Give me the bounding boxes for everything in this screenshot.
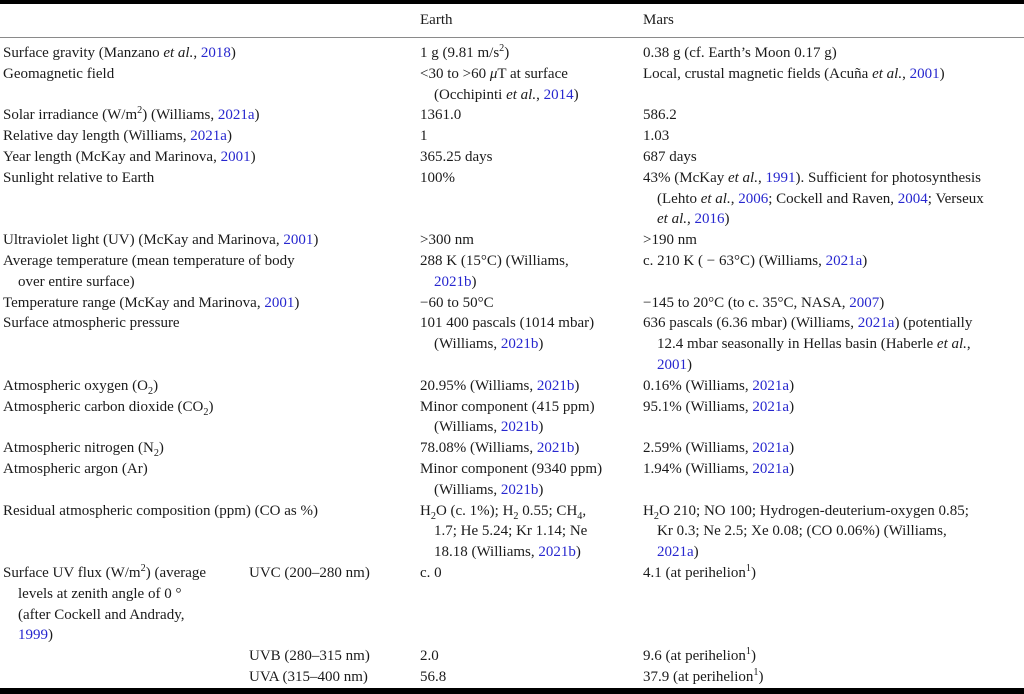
mars-value-cell: 586.2 [643, 107, 677, 124]
table-row [0, 438, 1024, 459]
parameter-cell: Surface gravity (Manzano et al., 2018) [3, 45, 236, 61]
citation-link[interactable]: 2001 [220, 148, 251, 165]
header-subparameter [245, 2, 417, 38]
earth-value-cell: 1361.0 [420, 107, 462, 124]
citation-link[interactable]: 2016 [694, 211, 725, 228]
mars-value-cell: >190 nm [643, 232, 697, 249]
mars-value-cell: 43% (McKay et al., 1991). Sufficient for photosynthesis (Lehto et al., 2006; Cockell and Raven, 2004; Verseux et al., 2016) [643, 169, 984, 228]
earth-value-cell: 1 g (9.81 $m/s^2$) [420, 43, 510, 61]
earth-value-cell: 101 400 pascals (1014 mbar) (Williams, 2021b) [420, 315, 595, 353]
parameter-cell: Average temperature (mean temperature of body over entire surface) [3, 252, 295, 290]
table-row [0, 147, 1024, 168]
table-row [0, 313, 1024, 375]
table-row [0, 397, 1024, 439]
earth-value-cell: 288 K (15°C) (Williams, 2021b) [420, 252, 569, 290]
parameter-cell: Solar irradiance $(W/m^2)$ (Williams, 2021a) [3, 105, 260, 124]
mars-value-cell: 0.38 g (cf. Earth’s Moon 0.17 g) [643, 45, 837, 61]
citation-link[interactable]: 2007 [849, 294, 880, 311]
table-row [0, 230, 1024, 251]
subparameter-cell: UVC (200–280 nm) [249, 564, 370, 581]
parameter-cell [0, 667, 245, 691]
earth-value-cell: 20.95% (Williams, 2021b) [420, 377, 580, 394]
parameter-cell: Ultraviolet light (UV) (McKay and Marinova, 2001) [3, 232, 319, 249]
earth-value-cell: >300 nm [420, 232, 474, 249]
mars-value-cell: $H_2O$ 210; NO 100; Hydrogen-deuterium-oxygen 0.85; Kr 0.3; Ne 2.5; Xe 0.08; (CO 0.06%) (Williams, 2021a) [643, 502, 969, 561]
parameter-cell: Residual atmospheric composition (ppm) (CO as %) [3, 502, 318, 519]
citation-link[interactable]: 2014 [543, 86, 574, 103]
earth-value-cell: 2.0 [420, 648, 439, 665]
citation-link[interactable]: 2021b [536, 377, 575, 394]
citation-link[interactable]: 2001 [283, 232, 314, 249]
earth-value-cell: $H_2O$ (c. 1%); $H_2$ 0.55; $CH_4$, 1.7; He 5.24; Kr 1.14; Ne 18.18 (Williams, 2021b) [420, 502, 588, 561]
citation-link[interactable]: 2004 [897, 190, 928, 207]
mars-value-cell: c. 210 K ( − 63°C) (Williams, 2021a) [643, 252, 868, 269]
parameter-cell: Year length (McKay and Marinova, 2001) [3, 148, 256, 165]
citation-link[interactable]: 2006 [738, 190, 769, 207]
earth-value-cell: Minor component (415 ppm) (Williams, 2021b) [420, 398, 595, 436]
mars-value-cell: 687 days [643, 148, 697, 165]
citation-link[interactable]: 2021b [500, 481, 539, 498]
parameter-cell: Surface atmospheric pressure [3, 315, 180, 332]
citation-link[interactable]: 2021a [825, 252, 863, 269]
parameter-cell: Surface UV flux $(W/m^2)$ (average levels at zenith angle of 0 ° (after Cockell and Andrady, 1999) [3, 562, 207, 644]
table-row [0, 563, 1024, 646]
header-mars: Mars [640, 2, 1024, 38]
mars-value-cell: 0.16% (Williams, 2021a) [643, 377, 795, 394]
mars-value-cell: 37.9 (at perihelion$^1$) [643, 666, 764, 685]
table-row [0, 646, 1024, 667]
earth-value-cell: Minor component (9340 ppm) (Williams, 2021b) [420, 460, 603, 498]
mars-value-cell: 95.1% (Williams, 2021a) [643, 398, 795, 415]
parameter-cell: Atmospheric carbon dioxide $(CO_2)$ [3, 398, 214, 418]
citation-link[interactable]: 2021b [536, 440, 575, 457]
table-row [0, 667, 1024, 691]
mars-value-cell: 9.6 (at perihelion$^1$) [643, 646, 756, 665]
earth-value-cell: c. 0 [420, 564, 442, 581]
table-row [0, 501, 1024, 563]
earth-value-cell: 100% [420, 169, 455, 186]
earth-value-cell: 365.25 days [420, 148, 493, 165]
parameter-cell: Atmospheric nitrogen $(N_2)$ [3, 440, 164, 460]
citation-link[interactable]: 2021a [657, 544, 694, 561]
table-row [0, 293, 1024, 314]
header-earth: Earth [417, 2, 640, 38]
earth-value-cell: −60 to 50°C [420, 294, 494, 311]
parameter-cell: Atmospheric argon (Ar) [3, 460, 148, 477]
parameter-cell: Atmospheric oxygen $(O_2)$ [3, 377, 159, 397]
earth-value-cell: 78.08% (Williams, 2021b) [420, 440, 580, 457]
citation-link[interactable]: 1991 [765, 169, 796, 186]
subparameter-cell: UVA (315–400 nm) [249, 668, 368, 685]
table-row [0, 168, 1024, 230]
mars-value-cell: 4.1 (at perihelion$^1$) [643, 562, 756, 581]
parameter-cell [0, 646, 245, 667]
citation-link[interactable]: 2021b [434, 273, 472, 290]
mars-value-cell: 636 pascals (6.36 mbar) (Williams, 2021a) (potentially 12.4 mbar seasonally in Hellas basin (Haberle et al., 2001) [643, 315, 973, 373]
mars-value-cell: −145 to 20°C (to c. 35°C, NASA, 2007) [643, 294, 885, 311]
mars-value-cell: Local, crustal magnetic fields (Acuña et al., 2001) [643, 65, 945, 82]
table-row [0, 38, 1024, 64]
citation-link[interactable]: 2021a [752, 440, 790, 457]
parameter-cell: Relative day length (Williams, 2021a) [3, 128, 232, 145]
citation-link[interactable]: 1999 [18, 627, 48, 644]
citation-link[interactable]: 2018 [200, 45, 231, 61]
table-row [0, 64, 1024, 106]
table-row [0, 105, 1024, 126]
mars-value-cell: 1.94% (Williams, 2021a) [643, 460, 795, 477]
citation-link[interactable]: 2021a [217, 107, 255, 124]
earth-value-cell: 56.8 [420, 668, 447, 685]
citation-link[interactable]: 2021a [857, 315, 895, 332]
citation-link[interactable]: 2021a [190, 128, 227, 145]
table-row [0, 251, 1024, 293]
earth-value-cell: <30 to >60 μT at surface (Occhipinti et al., 2014) [420, 65, 579, 103]
earth-value-cell: 1 [420, 128, 428, 145]
citation-link[interactable]: 2021b [500, 419, 539, 436]
citation-link[interactable]: 2001 [657, 356, 687, 373]
table-row [0, 376, 1024, 397]
mars-value-cell: 1.03 [643, 128, 670, 145]
citation-link[interactable]: 2021b [538, 544, 576, 561]
citation-link[interactable]: 2021b [500, 336, 539, 353]
citation-link[interactable]: 2021a [752, 460, 790, 477]
header-parameter [0, 2, 245, 38]
citation-link[interactable]: 2001 [909, 65, 940, 82]
parameter-cell: Temperature range (McKay and Marinova, 2001) [3, 294, 300, 311]
parameter-cell: Geomagnetic field [3, 65, 115, 82]
table-body [0, 38, 1024, 691]
table-row [0, 126, 1024, 147]
citation-link[interactable]: 2021a [752, 377, 790, 394]
citation-link[interactable]: 2021a [752, 398, 790, 415]
citation-link[interactable]: 2001 [264, 294, 295, 311]
mars-value-cell: 2.59% (Williams, 2021a) [643, 440, 795, 457]
table-row [0, 459, 1024, 501]
header-row [0, 2, 1024, 38]
parameter-cell: Sunlight relative to Earth [3, 169, 155, 186]
subparameter-cell: UVB (280–315 nm) [249, 648, 370, 665]
